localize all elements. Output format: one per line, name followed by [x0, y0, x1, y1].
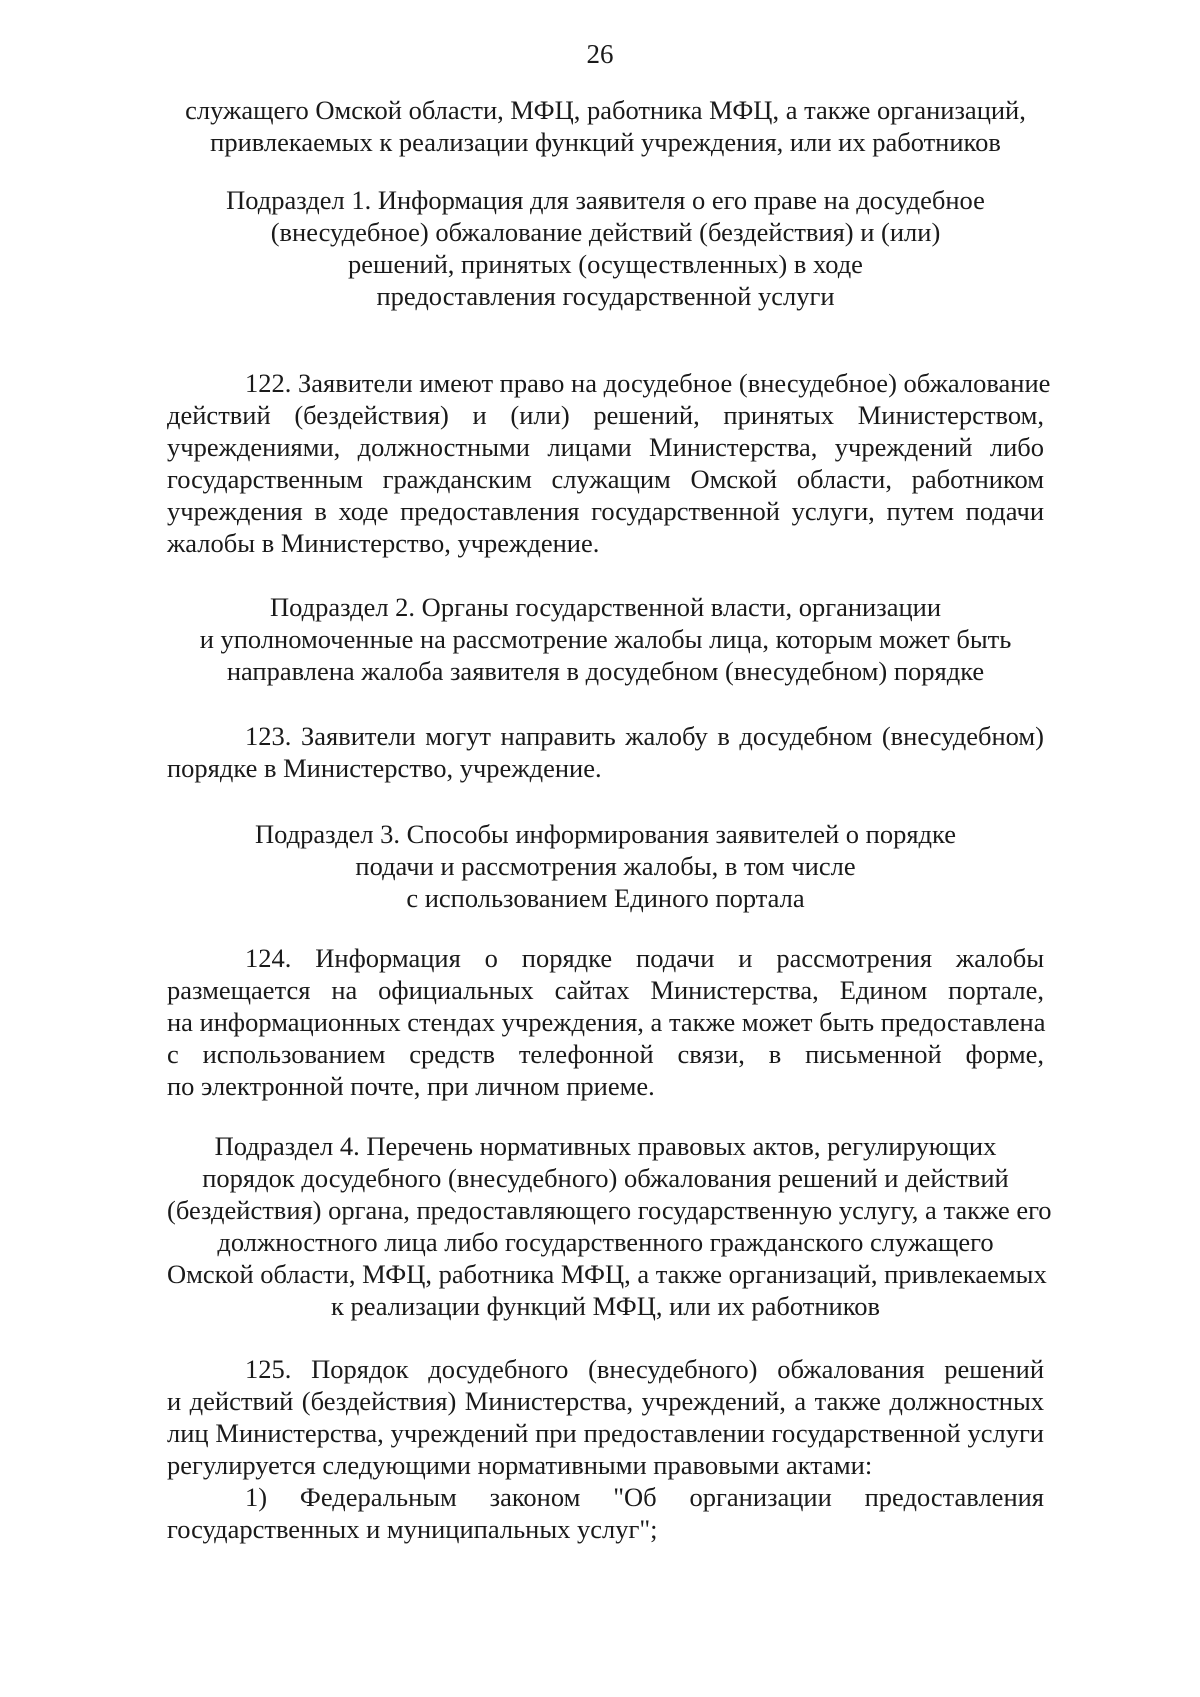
heading-line: к реализации функций МФЦ, или их работников [330, 1291, 881, 1321]
heading-line: (бездействия) органа, предоставляющего государственную услугу, а также его [167, 1195, 1052, 1225]
heading-line: решений, принятых (осуществленных) в ходе [348, 249, 863, 279]
heading-line: Омской области, МФЦ, работника МФЦ, а также организаций, привлекаемых [167, 1259, 1047, 1289]
paragraph-line: 124. Информация о порядке подачи и рассмотрения жалобы [245, 943, 1044, 973]
paragraph-124 [167, 942, 1044, 1102]
paragraph-line: на информационных стендах учреждения, а также может быть предоставлена [167, 1007, 1046, 1037]
page-number: 26 [586, 39, 614, 69]
heading-line: с использованием Единого портала [406, 883, 805, 913]
paragraph-line: лиц Министерства, учреждений при предоставлении государственной услуги [167, 1418, 1044, 1448]
heading-line: Подраздел 2. Органы государственной власти, организации [269, 592, 941, 622]
heading-line: порядок досудебного (внесудебного) обжалования решений и действий [202, 1163, 1009, 1193]
paragraph-line: порядке в Министерство, учреждение. [167, 753, 602, 783]
paragraph-line: регулируется следующими нормативными правовыми актами: [167, 1450, 873, 1480]
paragraph-line: действий (бездействия) и (или) решений, принятых Министерством, [167, 400, 1044, 430]
heading-line: и уполномоченные на рассмотрение жалобы лица, которым может быть [199, 624, 1012, 654]
list-item-line: государственных и муниципальных услуг"; [167, 1514, 658, 1544]
paragraph-line: и действий (бездействия) Министерства, учреждений, а также должностных [167, 1386, 1044, 1416]
heading-line: направлена жалоба заявителя в досудебном (внесудебном) порядке [226, 656, 985, 686]
paragraph-line: 125. Порядок досудебного (внесудебного) обжалования решений [245, 1354, 1044, 1384]
paragraph-line: по электронной почте, при личном приеме. [167, 1071, 655, 1101]
heading-line: (внесудебное) обжалование действий (бездействия) и (или) [270, 217, 941, 247]
heading-line: Подраздел 1. Информация для заявителя о его праве на досудебное [226, 185, 985, 215]
subsection-4-heading [167, 1130, 1052, 1322]
heading-line: привлекаемых к реализации функций учреждения, или их работников [210, 127, 1001, 157]
paragraph-line: размещается на официальных сайтах Министерства, Едином портале, [167, 975, 1044, 1005]
paragraph-line: 122. Заявители имеют право на досудебное (внесудебное) обжалование [245, 368, 1051, 398]
intro-heading-continuation [167, 94, 1044, 158]
heading-line: подачи и рассмотрения жалобы, в том числе [355, 851, 856, 881]
list-item-line: 1) Федеральным законом "Об организации предоставления [245, 1482, 1044, 1512]
heading-line: Подраздел 4. Перечень нормативных правовых актов, регулирующих [214, 1131, 997, 1161]
subsection-2-heading [167, 591, 1044, 687]
paragraph-line: учреждениями, должностными лицами Министерства, учреждений либо [167, 432, 1044, 462]
paragraph-line: государственным гражданским служащим Омской области, работником [167, 464, 1044, 494]
subsection-1-heading [167, 184, 1044, 312]
heading-line: предоставления государственной услуги [376, 281, 835, 311]
heading-line: должностного лица либо государственного гражданского служащего [217, 1227, 994, 1257]
paragraph-line: учреждения в ходе предоставления государственной услуги, путем подачи [167, 496, 1044, 526]
paragraph-122 [167, 367, 1051, 559]
paragraph-123 [167, 720, 1044, 784]
list-item-1 [167, 1481, 1044, 1545]
paragraph-125 [167, 1353, 1044, 1481]
subsection-3-heading [167, 818, 1044, 914]
paragraph-line: 123. Заявители могут направить жалобу в досудебном (внесудебном) [245, 721, 1044, 751]
paragraph-line: с использованием средств телефонной связи, в письменной форме, [167, 1039, 1044, 1069]
paragraph-line: жалобы в Министерство, учреждение. [167, 528, 600, 558]
heading-line: служащего Омской области, МФЦ, работника МФЦ, а также организаций, [185, 95, 1026, 125]
heading-line: Подраздел 3. Способы информирования заявителей о порядке [254, 819, 957, 849]
